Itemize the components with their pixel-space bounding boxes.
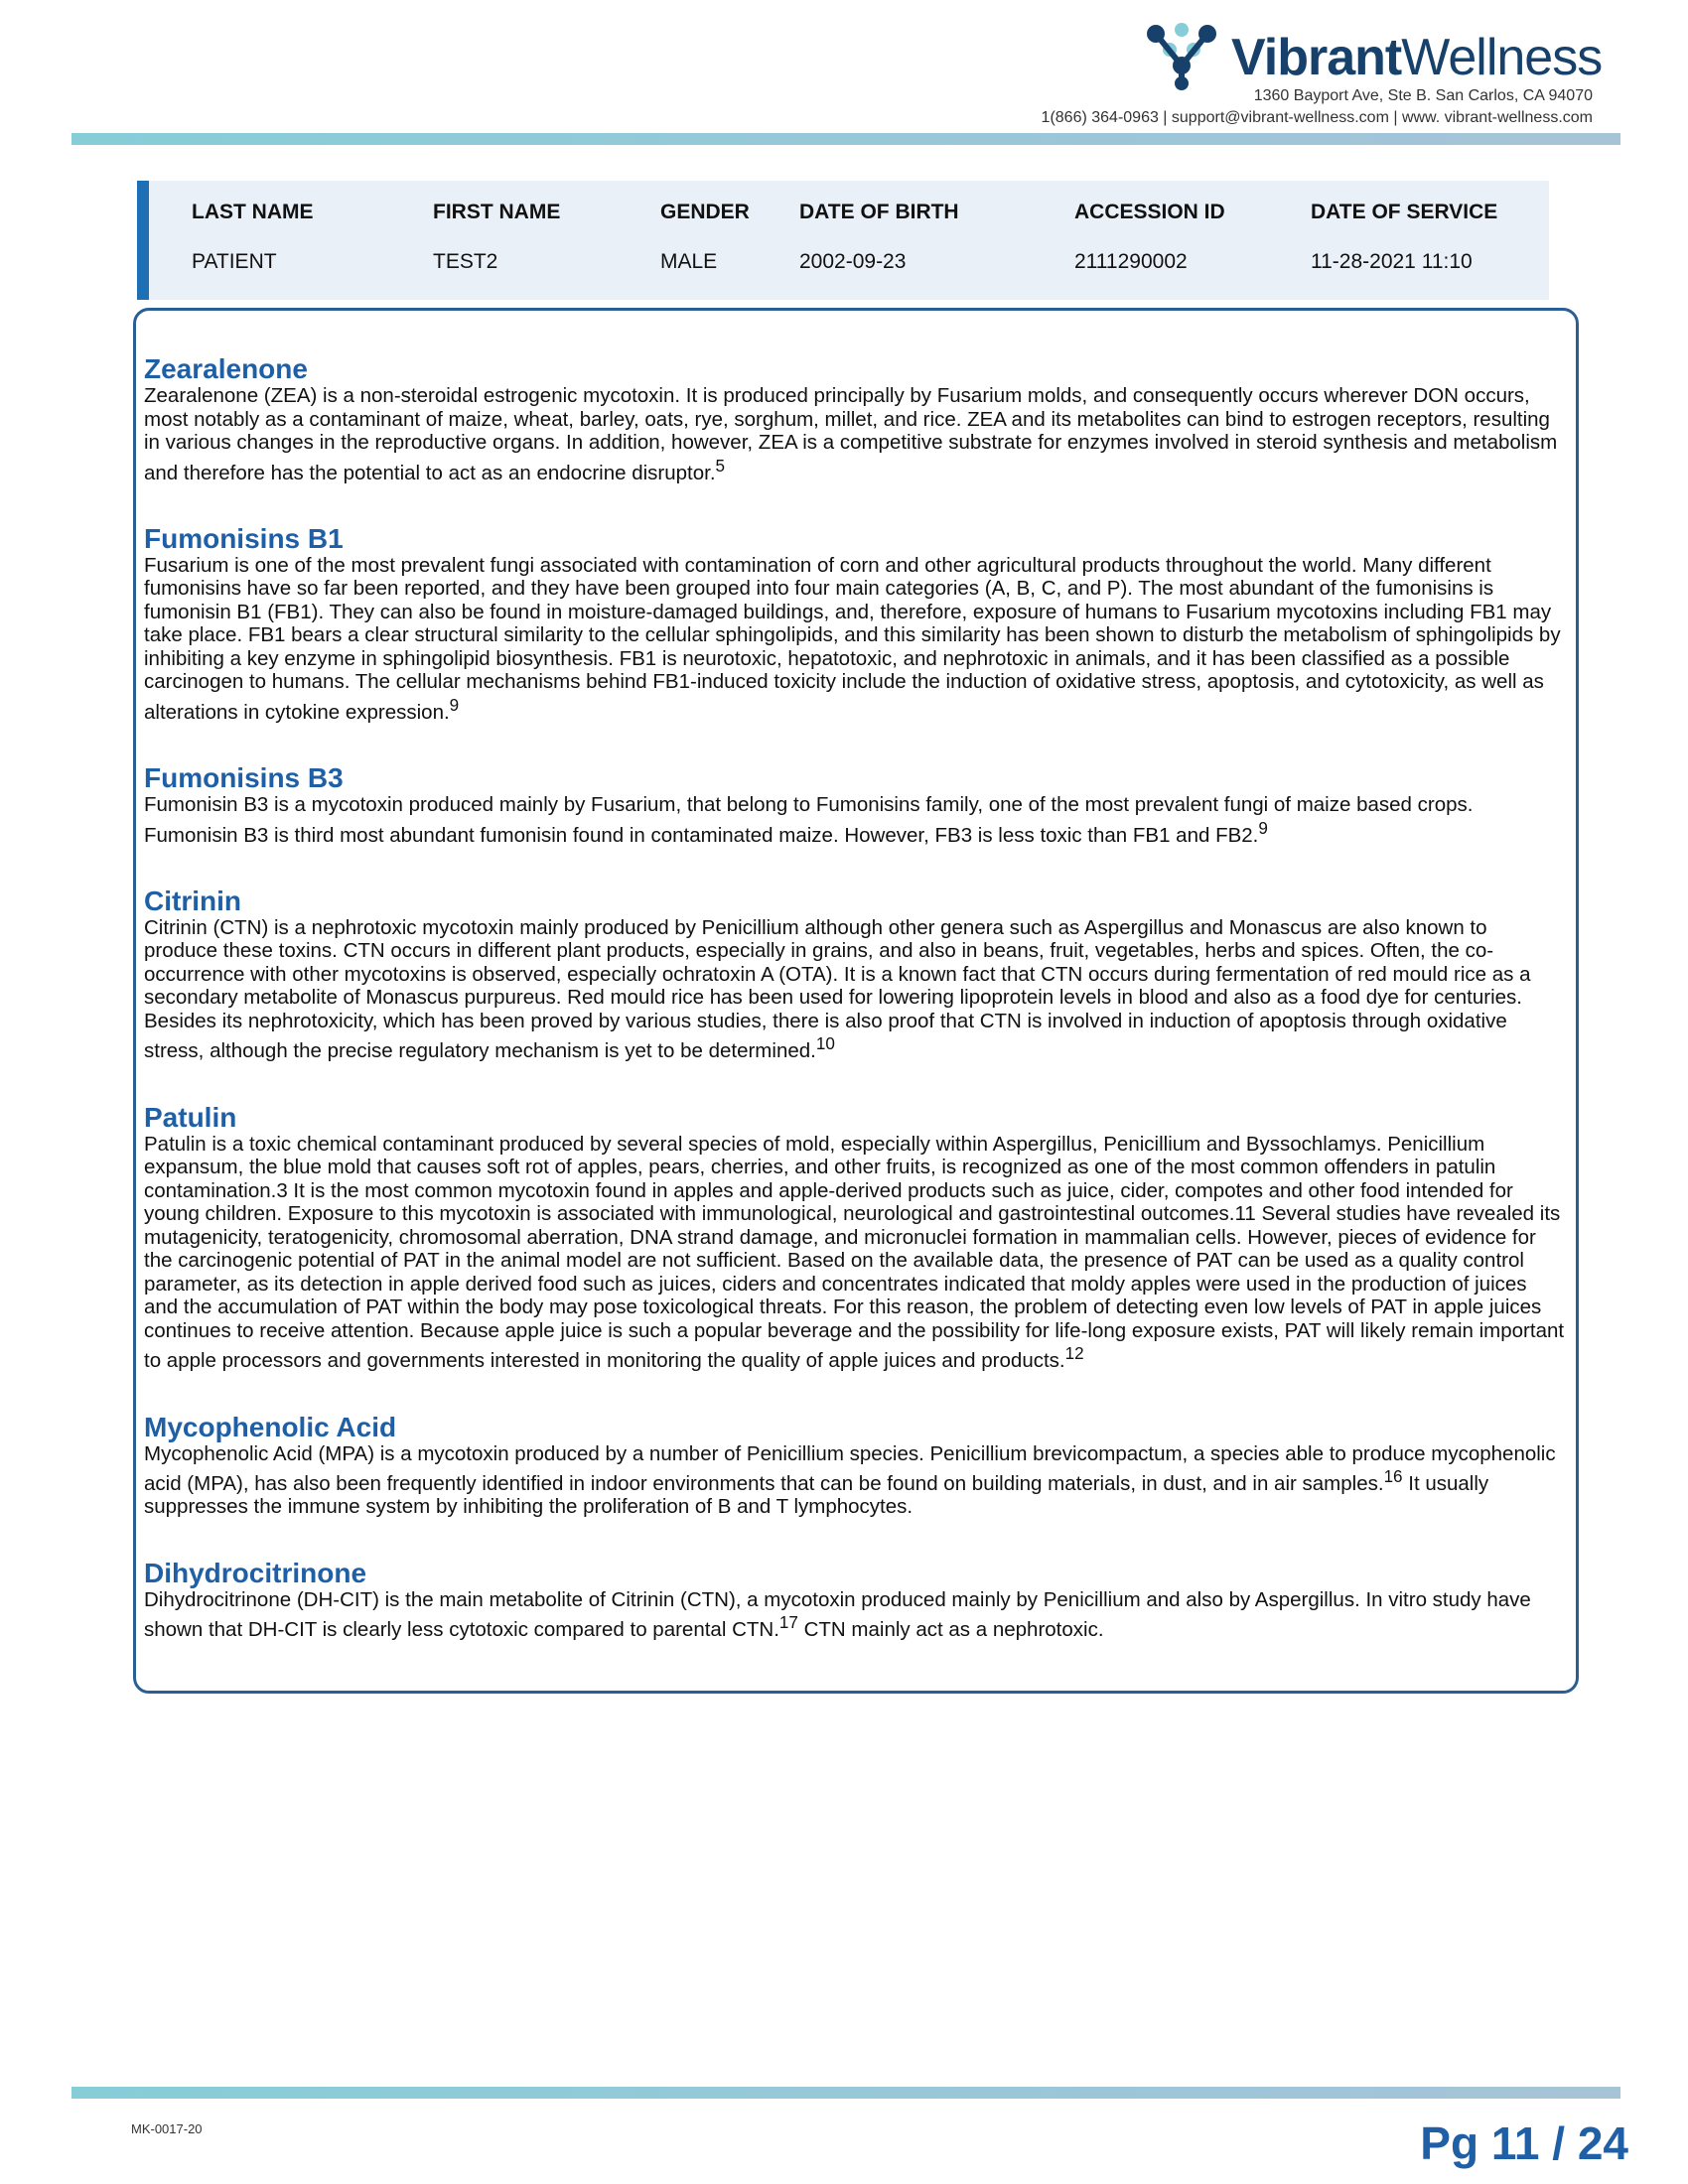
section-body: Fumonisin B3 is a mycotoxin produced mainly by Fusarium, that belong to Fumonisins family, one of the most prevalent fungi of maize based crops. Fumonisin B3 is third most abundant fumonisin found in contaminated maize. However, FB3 is less toxic than FB1 and FB2.$^9$ — [144, 793, 1474, 847]
header-divider — [71, 133, 1620, 145]
section-title: Mycophenolic Acid — [144, 1411, 397, 1442]
section-patulin — [144, 1103, 1566, 1373]
molecule-logo-icon — [1142, 22, 1221, 91]
service-date-value: 11-28-2021 11:10 — [1311, 250, 1473, 273]
section-body: Zearalenone (ZEA) is a non-steroidal estrogenic mycotoxin. It is produced principally by Fusarium molds, and consequently occurs wherever DON occurs, most notably as a contaminant of maize, wheat, barley, oats, rye, sorghum, millet, and rice. ZEA and its metabolites can bind to estrogen receptors, resulting in various changes in the reproductive organs. In addition, however, ZEA is a competitive substrate for enzymes involved in steroid synthesis and metabolism and therefore has the potential to act as an endocrine disruptor.$^5$ — [144, 384, 1558, 484]
section-citrinin — [144, 887, 1566, 1063]
reference-marker: 9 — [449, 695, 460, 715]
section-title: Fumonisins B3 — [144, 762, 344, 794]
reference-marker: 16 — [1383, 1467, 1403, 1487]
reference-marker: 17 — [778, 1613, 798, 1633]
section-body: Dihydrocitrinone (DH-CIT) is the main metabolite of Citrinin (CTN), a mycotoxin produced mainly by Penicillium and also by Aspergillus. In vitro study have shown that DH-CIT is clearly less cytotoxic compared to parental CTN.$^{17}$ CTN mainly act as a nephrotoxic. — [144, 1587, 1531, 1642]
document-code: MK-0017-20 — [131, 2121, 203, 2136]
section-mycophenolic-acid — [144, 1413, 1566, 1519]
brand-logo — [1142, 22, 1603, 91]
footer-divider — [71, 2087, 1620, 2099]
section-dihydrocitrinone — [144, 1559, 1566, 1642]
company-contact: 1(866) 364-0963 | support@vibrant-wellness.com | www. vibrant-wellness.com — [1041, 109, 1593, 126]
accession-value: 2111290002 — [1074, 250, 1188, 273]
dob-label: DATE OF BIRTH — [799, 201, 959, 223]
section-zearalenone — [144, 354, 1566, 484]
section-list — [144, 354, 1566, 1682]
section-body: Patulin is a toxic chemical contaminant produced by several species of mold, especially within Aspergillus, Penicillium and Byssochlamys. Penicillium expansum, the blue mold that causes soft rot of apples, pears, cherries, and other fruits, is recognized as one of the most common offenders in patulin contamination.3 It is the most common mycotoxin found in apples and apple-derived products such as juice, cider, compotes and other food intended for young children. Exposure to this mycotoxin is associated with immunological, neurological and gastrointestinal outcomes.11 Several studies have revealed its mutagenicity, teratogenicity, chromosomal aberration, DNA strand damage, and micronuclei formation in mammalian cells. However, pieces of evidence for the carcinogenic potential of PAT in the animal model are not sufficient. Based on the available data, the presence of PAT can be used as a quality control parameter, as its detection in apple derived food such as juices, ciders and concentrates indicated that moldy apples were used in the production of juices and the accumulation of PAT within the body may pose toxicological threats. For this reason, the problem of detecting even low levels of PAT in apple juices continues to receive attention. Because apple juice is such a popular beverage and the possibility for life-long exposure exists, PAT will likely remain important to apple processors and governments interested in monitoring the quality of apple juices and products.$^{12}$ — [144, 1132, 1565, 1373]
reference-marker: 5 — [715, 456, 726, 476]
last-name-value: PATIENT — [192, 250, 277, 273]
section-fumonisins-b1 — [144, 524, 1566, 724]
section-title: Patulin — [144, 1101, 237, 1133]
first-name-value: TEST2 — [433, 250, 498, 273]
brand-name: VibrantWellness — [1231, 29, 1603, 86]
gender-value: MALE — [660, 250, 718, 273]
section-body: Mycophenolic Acid (MPA) is a mycotoxin produced by a number of Penicillium species. Penicillium brevicompactum, a species able to produce mycophenolic acid (MPA), has also been frequently identified in indoor environments that can be found on building materials, in dust, and in air samples.$^{16}$ It usually suppresses the immune system by inhibiting the proliferation of B and T lymphocytes. — [144, 1441, 1556, 1519]
reference-marker: 10 — [815, 1034, 835, 1054]
section-title: Dihydrocitrinone — [144, 1557, 367, 1588]
section-title: Fumonisins B1 — [144, 522, 344, 554]
page-number: Pg 11 / 24 — [1420, 2117, 1628, 2169]
section-body: Citrinin (CTN) is a nephrotoxic mycotoxin mainly produced by Penicillium although other genera such as Aspergillus and Monascus are also known to produce these toxins. CTN occurs in different plant products, especially in grains, and also in beans, fruit, vegetables, herbs and spices. Often, the co-occurrence with other mycotoxins is observed, especially ochratoxin A (OTA). It is a known fact that CTN occurs during fermentation of red mould rice as a secondary metabolite of Monascus purpureus. Red mould rice has been used for lowering lipoprotein levels in blood and also as a food dye for centuries. Besides its nephrotoxicity, which has been proved by various studies, there is also proof that CTN is involved in induction of apoptosis through oxidative stress, although the precise regulatory mechanism is yet to be determined.$^{10}$ — [144, 915, 1531, 1063]
mycotoxin-descriptions-panel — [133, 308, 1579, 1694]
gender-label: GENDER — [660, 201, 750, 223]
section-title: Citrinin — [144, 885, 241, 916]
patient-panel-accent — [137, 181, 149, 300]
company-address: 1360 Bayport Ave, Ste B. San Carlos, CA 94070 — [1253, 87, 1593, 104]
service-date-label: DATE OF SERVICE — [1311, 201, 1498, 223]
first-name-label: FIRST NAME — [433, 201, 561, 223]
section-title: Zearalenone — [144, 353, 308, 384]
dob-value: 2002-09-23 — [799, 250, 907, 273]
section-body: Fusarium is one of the most prevalent fungi associated with contamination of corn and other agricultural products throughout the world. Many different fumonisins have so far been reported, and they have been grouped into four main categories (A, B, C, and P). The most abundant of the fumonisins is fumonisin B1 (FB1). They can also be found in moisture-damaged buildings, and, therefore, exposure of humans to Fusarium mycotoxins including FB1 may take place. FB1 bears a clear structural similarity to the cellular sphingolipids, and this similarity has been shown to disturb the metabolism of sphingolipids by inhibiting a key enzyme in sphingolipid biosynthesis. FB1 is neurotoxic, hepatotoxic, and nephrotoxic in animals, and it has been classified as a possible carcinogen to humans. The cellular mechanisms behind FB1-induced toxicity include the induction of oxidative stress, apoptosis, and cytotoxicity, as well as alterations in cytokine expression.$^9$ — [144, 553, 1561, 724]
accession-label: ACCESSION ID — [1074, 201, 1225, 223]
patient-info-panel — [137, 181, 1549, 300]
reference-marker: 9 — [1258, 818, 1268, 838]
last-name-label: LAST NAME — [192, 201, 314, 223]
reference-marker: 12 — [1064, 1344, 1084, 1364]
section-fumonisins-b3 — [144, 763, 1566, 847]
